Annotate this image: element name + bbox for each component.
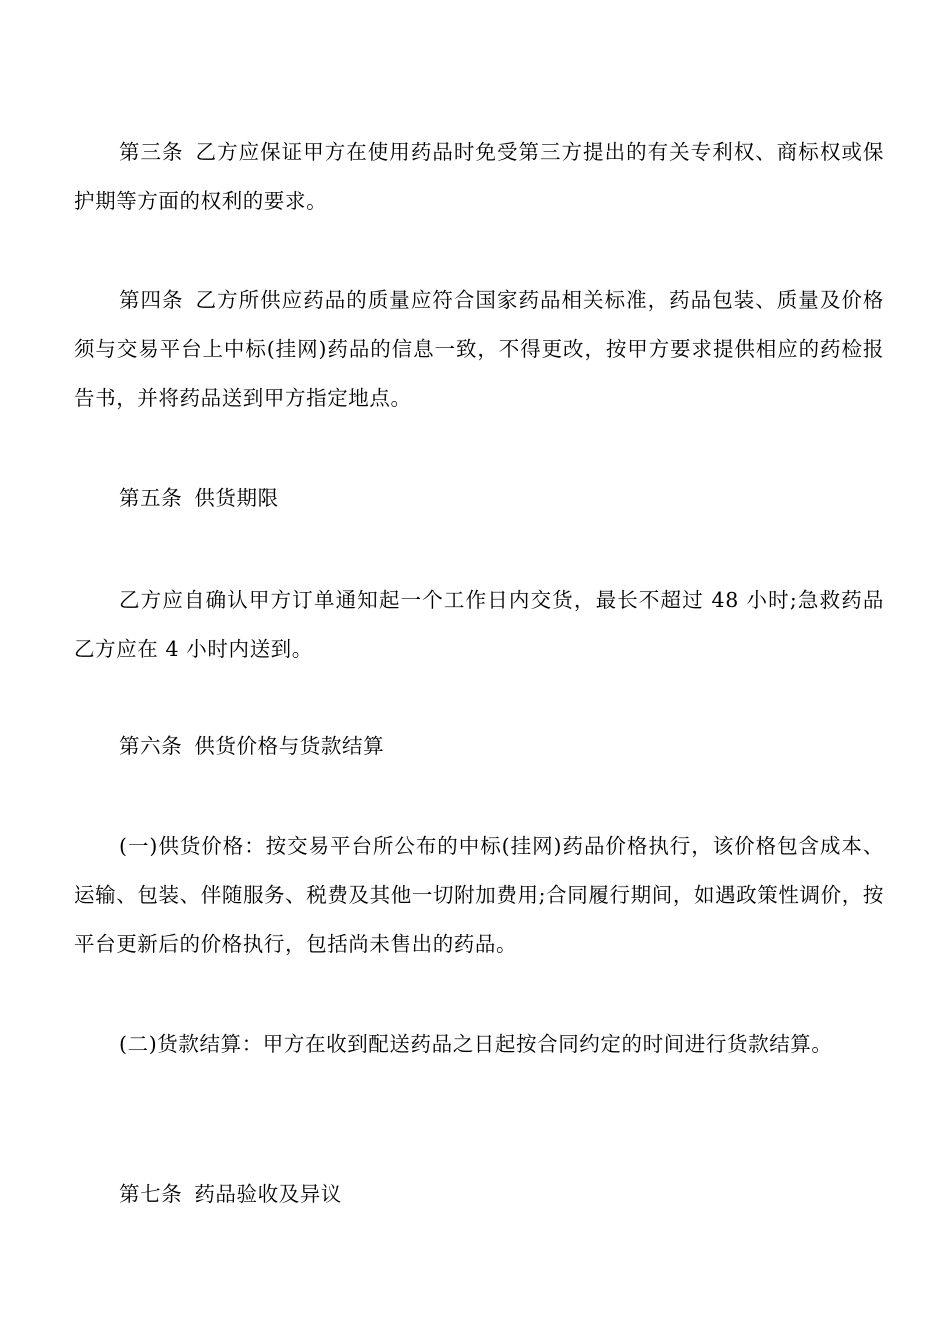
article-5-body: 乙方应自确认甲方订单通知起一个工作日内交货，最长不超过 48 小时;急救药品乙方应在 4 小时内送到。	[74, 588, 884, 661]
article-3-text: 乙方应保证甲方在使用药品时免受第三方提出的有关专利权、商标权或保护期等方面的权利的要求。	[74, 140, 884, 213]
article-7-title: 药品验收及异议	[194, 1182, 343, 1206]
article-6-item-1: (一)供货价格：按交易平台所公布的中标(挂网)药品价格执行，该价格包含成本、运输、包装、伴随服务、税费及其他一切附加费用;合同履行期间，如遇政策性调价，按平台更新后的价格执行，包括尚未售出的药品。	[74, 834, 884, 956]
article-6-heading	[119, 722, 384, 771]
article-4-label: 第四条	[119, 288, 184, 312]
article-5-title: 供货期限	[194, 486, 279, 510]
article-5-heading	[119, 474, 279, 523]
article-4-paragraph	[74, 276, 884, 423]
article-6-item-2: (二)货款结算：甲方在收到配送药品之日起按合同约定的时间进行货款结算。	[119, 1032, 833, 1056]
article-7-label: 第七条	[119, 1182, 183, 1206]
article-6-label: 第六条	[119, 734, 183, 758]
article-3-paragraph	[74, 128, 884, 226]
article-6-title: 供货价格与货款结算	[194, 734, 385, 758]
article-4-text: 乙方所供应药品的质量应符合国家药品相关标准，药品包装、质量及价格须与交易平台上中标(挂网)药品的信息一致，不得更改，按甲方要求提供相应的药检报告书，并将药品送到甲方指定地点。	[74, 288, 884, 410]
article-5-label: 第五条	[119, 486, 183, 510]
article-3-label: 第三条	[119, 140, 184, 164]
article-7-heading	[119, 1170, 342, 1219]
